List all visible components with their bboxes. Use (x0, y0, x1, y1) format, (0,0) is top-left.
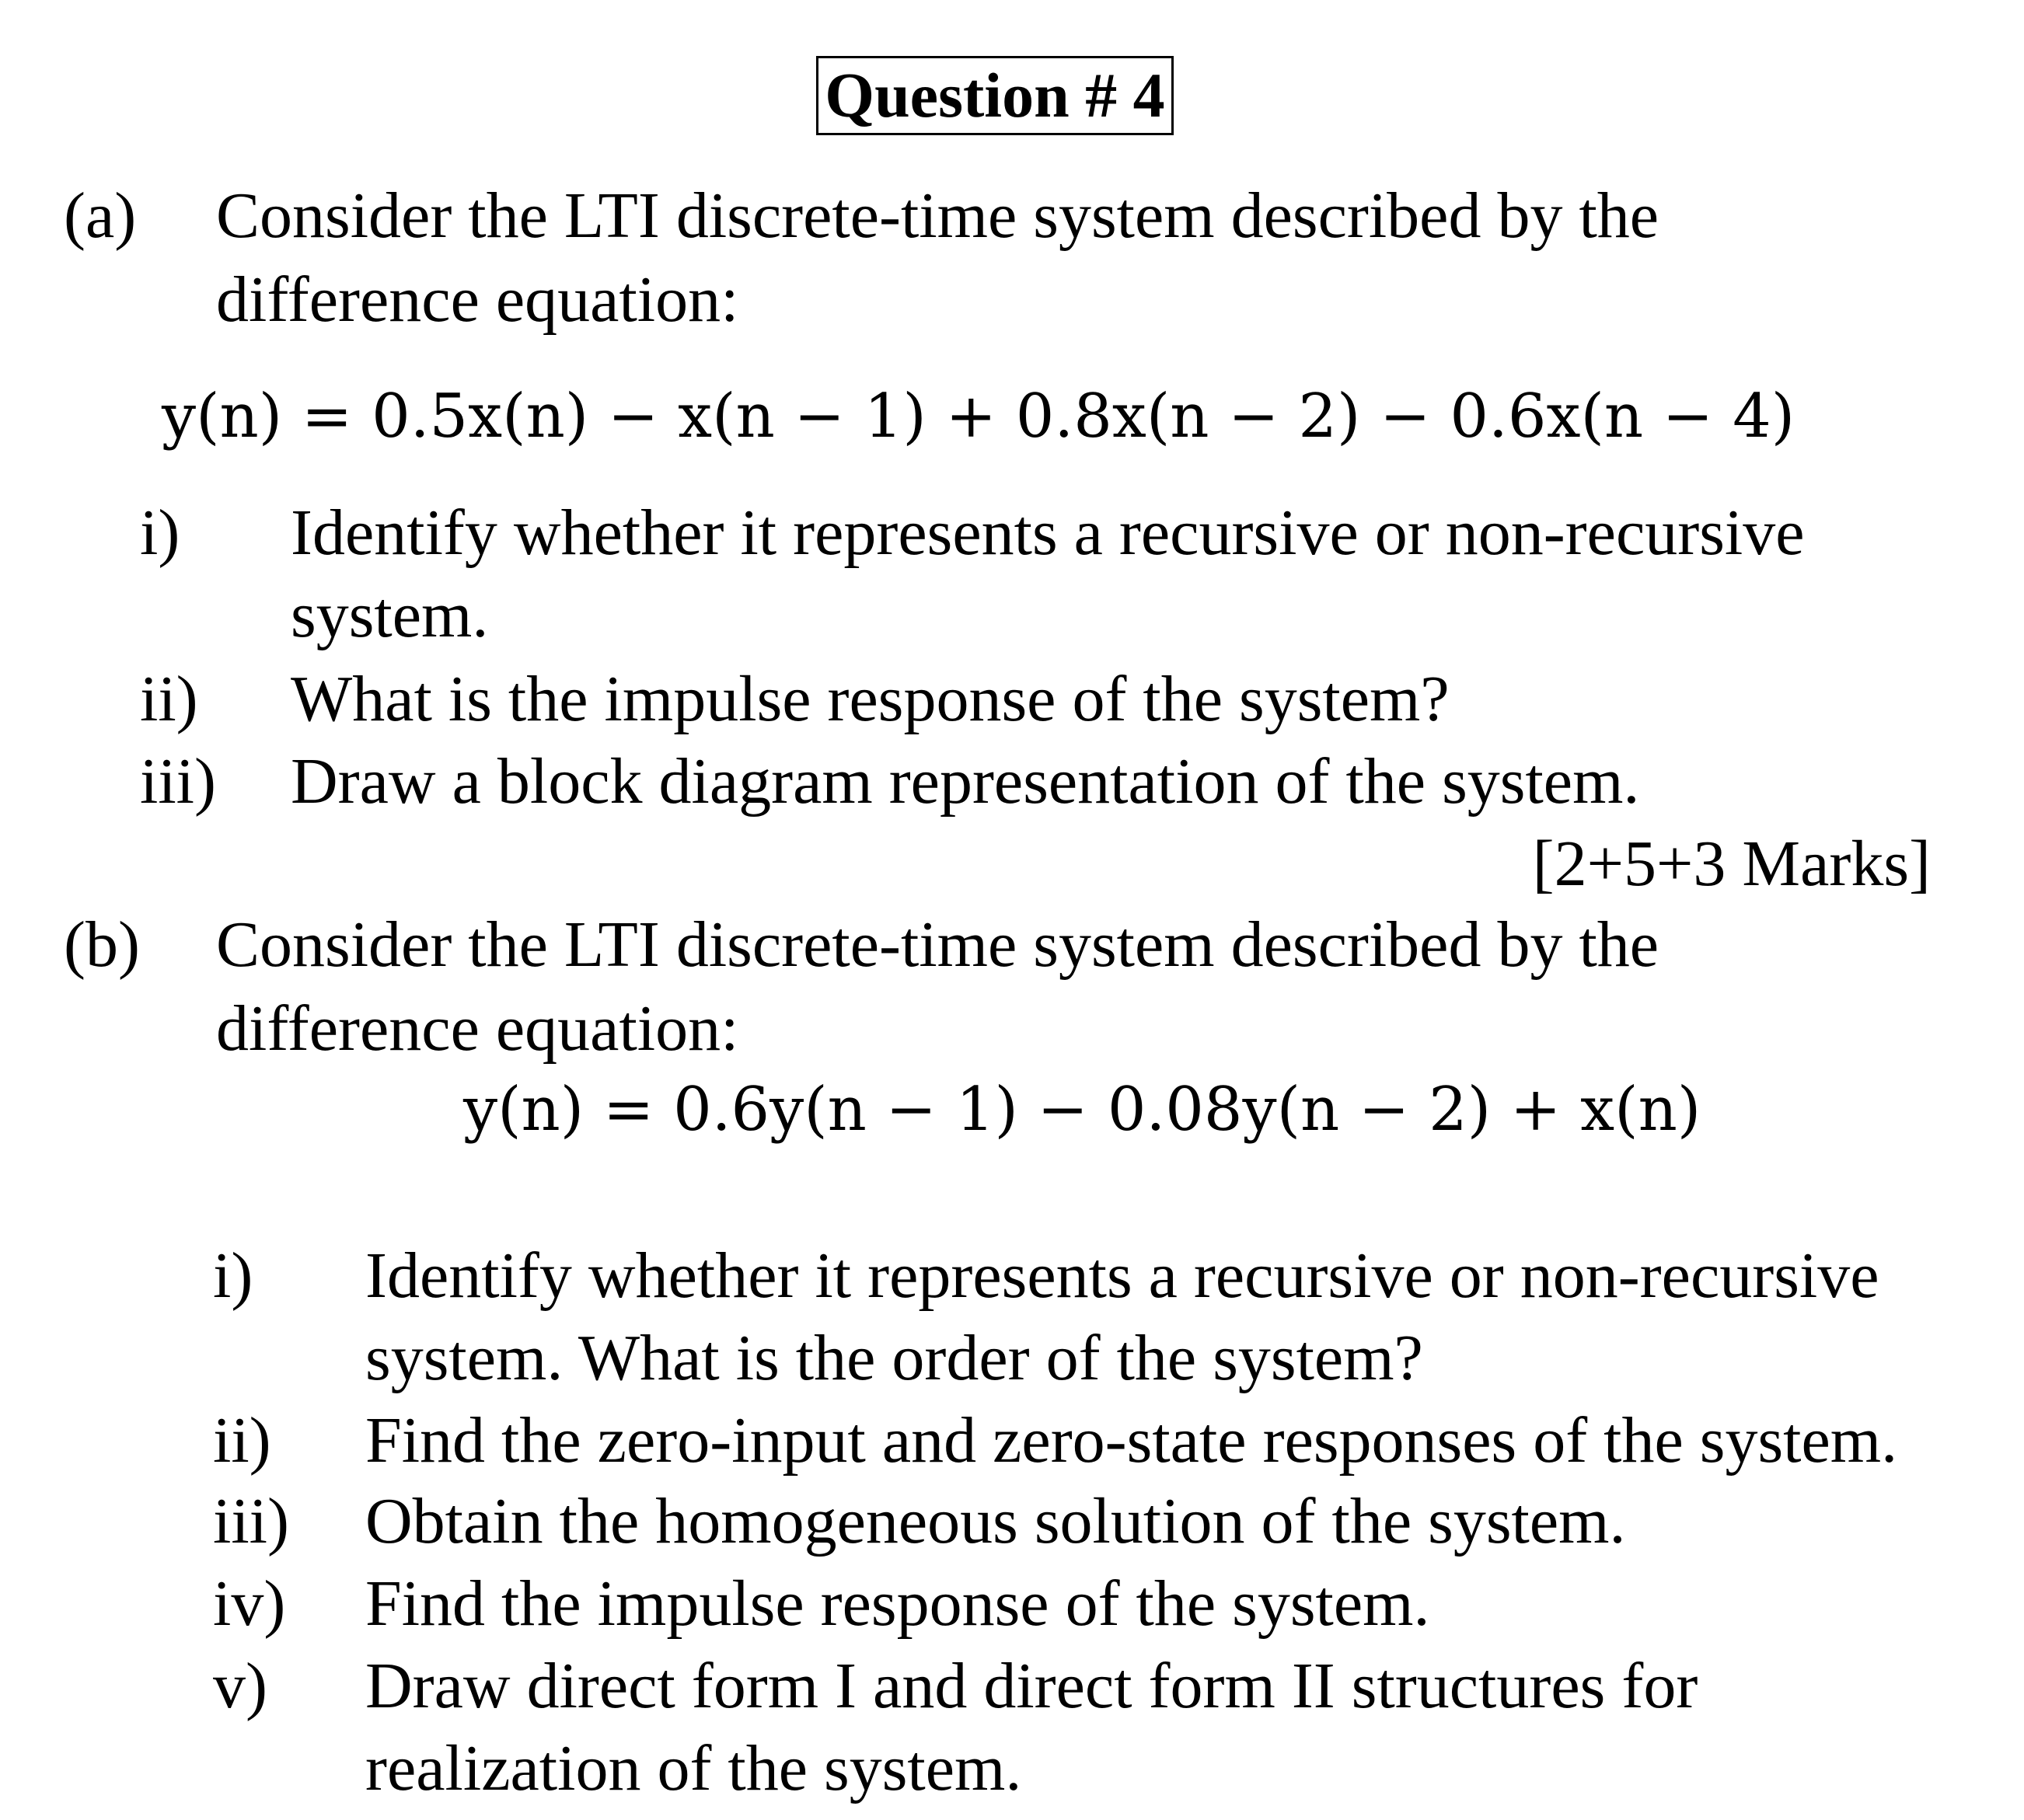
part-a-item-2-label: ii) (140, 663, 198, 735)
part-b-item-1-line2: system. What is the order of the system? (365, 1322, 1423, 1394)
part-b-item-1-line1: Identify whether it represents a recursive or non-recursive (365, 1239, 1879, 1312)
part-a-label: (a) (64, 180, 137, 252)
part-a-item-3-line1: Draw a block diagram representation of the system. (291, 745, 1640, 818)
part-a-item-1-line1: Identify whether it represents a recursive or non-recursive (291, 497, 1805, 569)
part-b-item-2-line1: Find the zero-input and zero-state responses of the system. (365, 1404, 1898, 1477)
part-b-item-4-label: iv) (213, 1567, 286, 1640)
part-b-item-5-label: v) (213, 1650, 267, 1722)
part-b-equation: y(n) = 0.6y(n − 1) − 0.08y(n − 2) + x(n) (463, 1075, 1701, 1145)
part-b-item-3-line1: Obtain the homogeneous solution of the system. (365, 1485, 1626, 1557)
part-b-intro-line2: difference equation: (216, 992, 739, 1065)
part-b-item-5-line1: Draw direct form I and direct form II structures for (365, 1650, 1698, 1722)
part-b-item-5-line2: realization of the system. (365, 1732, 1022, 1804)
part-b-item-4-line1: Find the impulse response of the system. (365, 1567, 1430, 1640)
part-a-item-1-line2: system. (291, 579, 489, 651)
part-b-item-1-label: i) (213, 1239, 253, 1312)
part-a-intro-line1: Consider the LTI discrete-time system described by the (216, 180, 1659, 252)
part-a-marks: [2+5+3 Marks] (1532, 828, 1931, 900)
question-title: Question # 4 (816, 56, 1174, 135)
part-a-item-3-label: iii) (140, 745, 216, 818)
part-a-item-1-label: i) (140, 497, 180, 569)
part-a-item-2-line1: What is the impulse response of the system? (291, 663, 1450, 735)
part-b-intro-line1: Consider the LTI discrete-time system described by the (216, 908, 1659, 981)
part-b-item-3-label: iii) (213, 1485, 289, 1557)
part-b-item-2-label: ii) (213, 1404, 271, 1477)
part-a-intro-line2: difference equation: (216, 263, 739, 336)
part-b-label: (b) (64, 908, 140, 981)
part-a-equation: y(n) = 0.5x(n) − x(n − 1) + 0.8x(n − 2) − 0.6x(n − 4) (162, 382, 1795, 452)
